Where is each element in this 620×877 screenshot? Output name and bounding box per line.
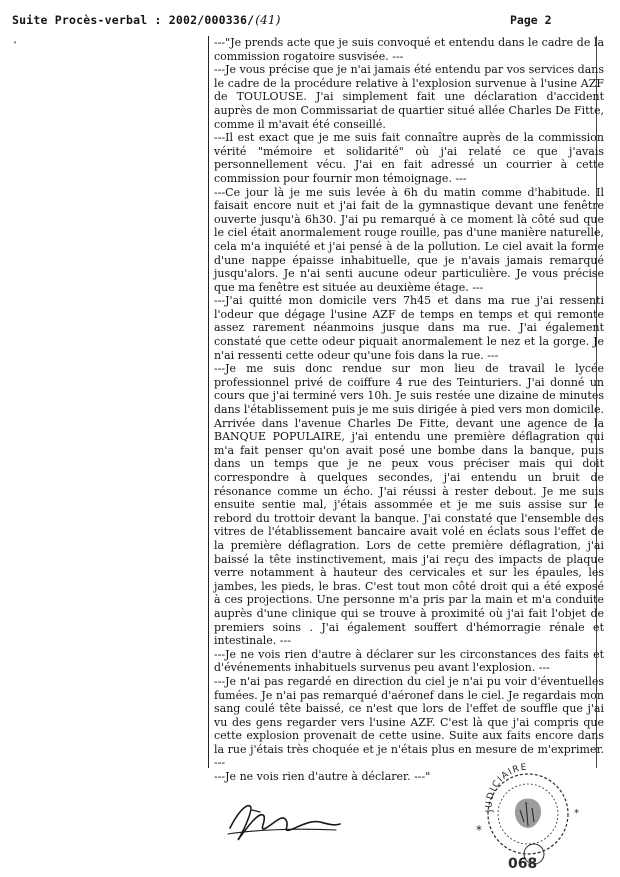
- header-reference-label: Suite Procès-verbal : 2002/000336/: [12, 13, 255, 27]
- svg-text:*: *: [574, 808, 579, 819]
- statement-paragraph: ---"Je prends acte que je suis convoqué et entendu dans le cadre de la commission rogatoire susvisée. ---: [214, 36, 608, 63]
- svg-text:*: *: [476, 823, 482, 837]
- handwritten-signature: [224, 790, 344, 850]
- statement-paragraph: ---Je vous précise que je n'ai jamais été entendu par vos services dans le cadre de la procédure relative à l'explosion survenue à l'usine AZF de TOULOUSE. J'ai simplement fait une déclaration d'accident auprès de mon Commissariat de quartier situé allée Charles De Fitte, comme il m'avait été conseillé.: [214, 63, 608, 131]
- statement-paragraph: ---J'ai quitté mon domicile vers 7h45 et dans ma rue j'ai ressenti l'odeur que dégage l'usine AZF de temps en temps et qui remonte assez rarement néanmoins jusque dans ma rue. J'ai également constaté que cette odeur piquait anormalement le nez et la gorge. Je n'ai ressenti cette odeur qu'une fois dans la rue. ---: [214, 294, 608, 362]
- statement-body: [214, 36, 608, 784]
- police-judiciaire-stamp: [470, 762, 594, 874]
- stamp-number: 068: [508, 856, 538, 872]
- statement-paragraph: ---Il est exact que je me suis fait connaître auprès de la commission vérité "mémoire et solidarité" où j'ai relaté ce que j'avais personnellement vécu. J'ai en fait adressé un courrier à cette commission pour fournir mon témoignage. ---: [214, 131, 608, 185]
- handwritten-reference-number: (41): [255, 13, 281, 27]
- statement-paragraph: ---Je ne vois rien d'autre à déclarer sur les circonstances des faits et d'événements inhabituels survenus peu avant l'explosion. ---: [214, 647, 608, 675]
- left-margin-rule: [208, 36, 209, 768]
- document-header-reference: [12, 13, 281, 27]
- stamp-text: JUDICIAIRE: [484, 762, 529, 813]
- statement-paragraph: ---Je n'ai pas regardé en direction du ciel je n'ai pu voir d'éventuelles fumées. Je n'ai pas remarqué d'aéronef dans le ciel. Je regardais mon sang coulé tête baissé, ce n'est que lors de l'effet de souffle que j'ai vu des gens regarder vers l'usine AZF. C'est là que j'ai compris que cette explosion provenait de cette usine. Suite aux faits encore dans la rue j'étais très choquée et je n'étais plus en mesure de m'exprimer. ---: [214, 674, 608, 770]
- page-number: Page 2: [510, 13, 552, 27]
- statement-paragraph: ---Je me suis donc rendue sur mon lieu de travail le lycée professionnel privé de coiffure 4 rue des Teinturiers. J'ai donné un cours que j'ai terminé vers 10h. Je suis restée une dizaine de minutes dans l'établissement puis je me suis dirigée à pied vers mon domicile. Arrivée dans l'avenue Charles De Fitte, devant une agence de la BANQUE POPULAIRE, j'ai entendu une première déflagration qui m'a fait penser qu'on avait posé une bombe dans la banque, puis dans un temps que je ne peux vous préciser mais qui doit correspondre à quelques secondes, j'ai entendu un bruit de résonance comme un écho. J'ai réussi à rester debout. Je me suis ensuite sentie mal, j'étais assommée et je me suis assise sur le rebord du trottoir devant la banque. J'ai constaté que l'ensemble des vitres de l'établissement bancaire avait volé en éclats sous l'effet de la première déflagration. Lors de cette première déflagration, j'ai baissé la tête instinctivement, mais j'ai reçu des impacts de plaque verre notamment à hauteur des cervicales et sur les épaules, les jambes, les pieds, le bras. C'est tout mon côté droit qui a été exposé à ces projections. Une personne m'a pris par la main et m'a conduite auprès d'une clinique qui se trouve à proximité où j'ai fait l'objet de premiers soins . J'ai également souffert d'hémorragie rénale et intestinale. ---: [214, 362, 608, 648]
- margin-mark: ': [12, 40, 19, 51]
- statement-paragraph: ---Ce jour là je me suis levée à 6h du matin comme d'habitude. Il faisait encore nuit et j'ai fait de la gymnastique devant une fenêtre ouverte jusqu'à 6h30. J'ai pu remarqué à ce moment là côté sud que le ciel était anormalement rouge rouille, pas d'une manière naturelle, cela m'a inquiété et j'ai pensé à de la pollution. Le ciel avait la forme d'une nappe épaisse inhabituelle, que je n'avais jamais remarqué jusqu'alors. Je n'ai senti aucune odeur particulière. Je vous précise que ma fenêtre est située au deuxième étage. ---: [214, 185, 608, 294]
- statement-paragraph: ---Je ne vois rien d'autre à déclarer. ---": [214, 770, 431, 784]
